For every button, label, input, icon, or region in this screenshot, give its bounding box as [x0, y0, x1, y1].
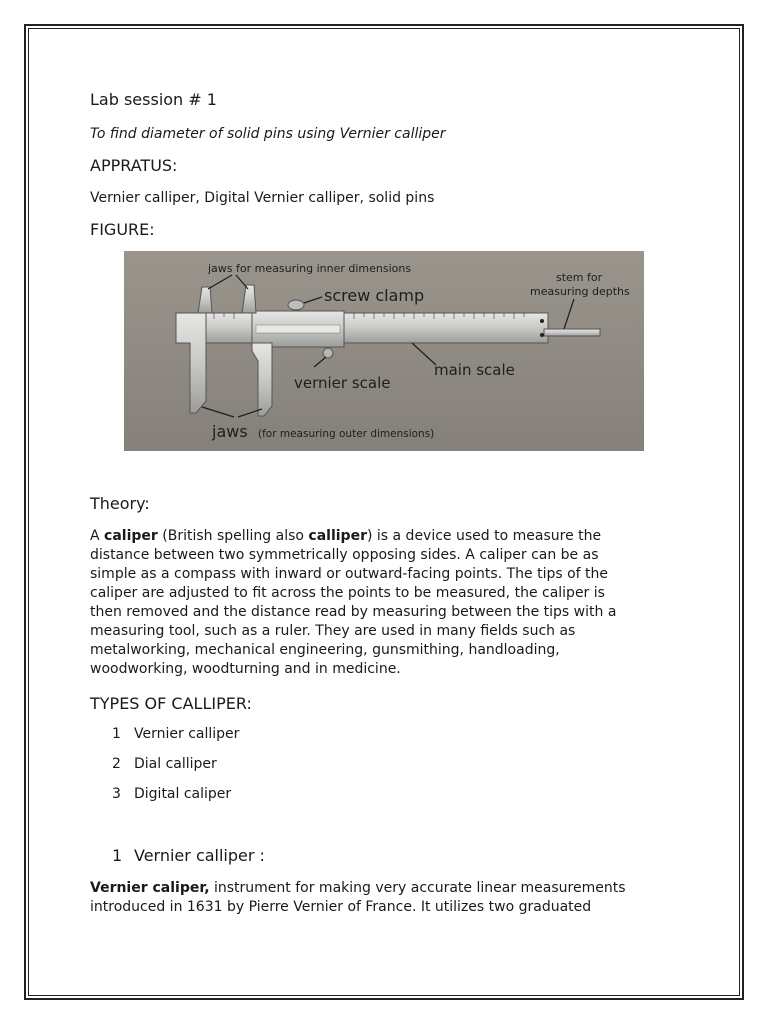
- vernier-line2: introduced in 1631 by Pierre Vernier of France. It utilizes two graduated: [90, 899, 592, 915]
- screw-clamp-knob: [288, 300, 304, 310]
- apparatus-text: Vernier calliper, Digital Vernier calliper, solid pins: [90, 190, 435, 206]
- list-item-number: 3: [112, 786, 121, 802]
- vernier-caliper-figure: [124, 251, 644, 451]
- list-item: [90, 726, 239, 756]
- vernier-section-heading: [112, 846, 265, 865]
- theory-text: caliper are adjusted to fit across the points to be measured, the caliper is: [90, 585, 605, 601]
- label-stem-line2: measuring depths: [530, 285, 630, 298]
- theory-text: metalworking, mechanical engineering, gunsmithing, handloading,: [90, 642, 560, 658]
- theory-line: [90, 603, 690, 622]
- list-item-label: Dial calliper: [134, 756, 217, 772]
- theory-line: [90, 622, 690, 641]
- thumb-wheel: [323, 348, 333, 358]
- label-stem-line1: stem for: [556, 271, 603, 284]
- types-list: [90, 726, 239, 816]
- vernier-section-title: Vernier calliper :: [134, 846, 265, 865]
- theory-line: [90, 565, 690, 584]
- list-item-number: 1: [112, 726, 121, 742]
- vernier-section-number: 1: [112, 846, 123, 865]
- label-screw-clamp: screw clamp: [324, 286, 425, 305]
- list-item-number: 2: [112, 756, 121, 772]
- theory-line: [90, 527, 690, 546]
- figure-heading: FIGURE:: [90, 220, 155, 239]
- vernier-line1: instrument for making very accurate linear measurements: [209, 880, 626, 896]
- theory-text: distance between two symmetrically opposing sides. A caliper can be as: [90, 547, 599, 563]
- depth-stem: [544, 329, 600, 336]
- types-heading: TYPES OF CALLIPER:: [90, 694, 252, 713]
- theory-text: ) is a device used to measure the: [366, 528, 602, 544]
- theory-text: measuring tool, such as a ruler. They are used in many fields such as: [90, 623, 576, 639]
- theory-line: [90, 546, 690, 565]
- theory-text: A: [90, 528, 105, 544]
- theory-bold-term: caliper: [104, 528, 158, 544]
- label-vernier-scale: vernier scale: [294, 374, 391, 392]
- page-subtitle: To find diameter of solid pins using Vernier calliper: [90, 126, 446, 142]
- list-item-label: Vernier calliper: [134, 726, 240, 742]
- main-beam: [176, 313, 548, 343]
- vernier-bold-lead: Vernier caliper,: [90, 880, 210, 896]
- theory-bold-term: calliper: [308, 528, 367, 544]
- list-item: [90, 756, 239, 786]
- theory-text: (British spelling also: [157, 528, 309, 544]
- vernier-section-text: [90, 879, 690, 917]
- theory-text: then removed and the distance read by measuring between the tips with a: [90, 604, 617, 620]
- theory-line: [90, 641, 690, 660]
- label-jaws-note: (for measuring outer dimensions): [258, 428, 435, 440]
- label-main-scale: main scale: [434, 361, 515, 379]
- theory-heading: Theory:: [90, 494, 150, 513]
- theory-text: simple as a compass with inward or outward-facing points. The tips of the: [90, 566, 609, 582]
- caliper-illustration: [124, 251, 644, 451]
- page-title: Lab session # 1: [90, 90, 217, 109]
- list-item: [90, 786, 239, 816]
- theory-line: [90, 660, 690, 679]
- apparatus-heading: APPRATUS:: [90, 156, 178, 175]
- list-item-label: Digital caliper: [134, 786, 232, 802]
- label-jaws: jaws: [212, 422, 248, 441]
- theory-text: woodworking, woodturning and in medicine.: [90, 661, 401, 677]
- label-inner-jaws: jaws for measuring inner dimensions: [208, 262, 412, 275]
- theory-line: [90, 584, 690, 603]
- theory-paragraph: [90, 527, 690, 679]
